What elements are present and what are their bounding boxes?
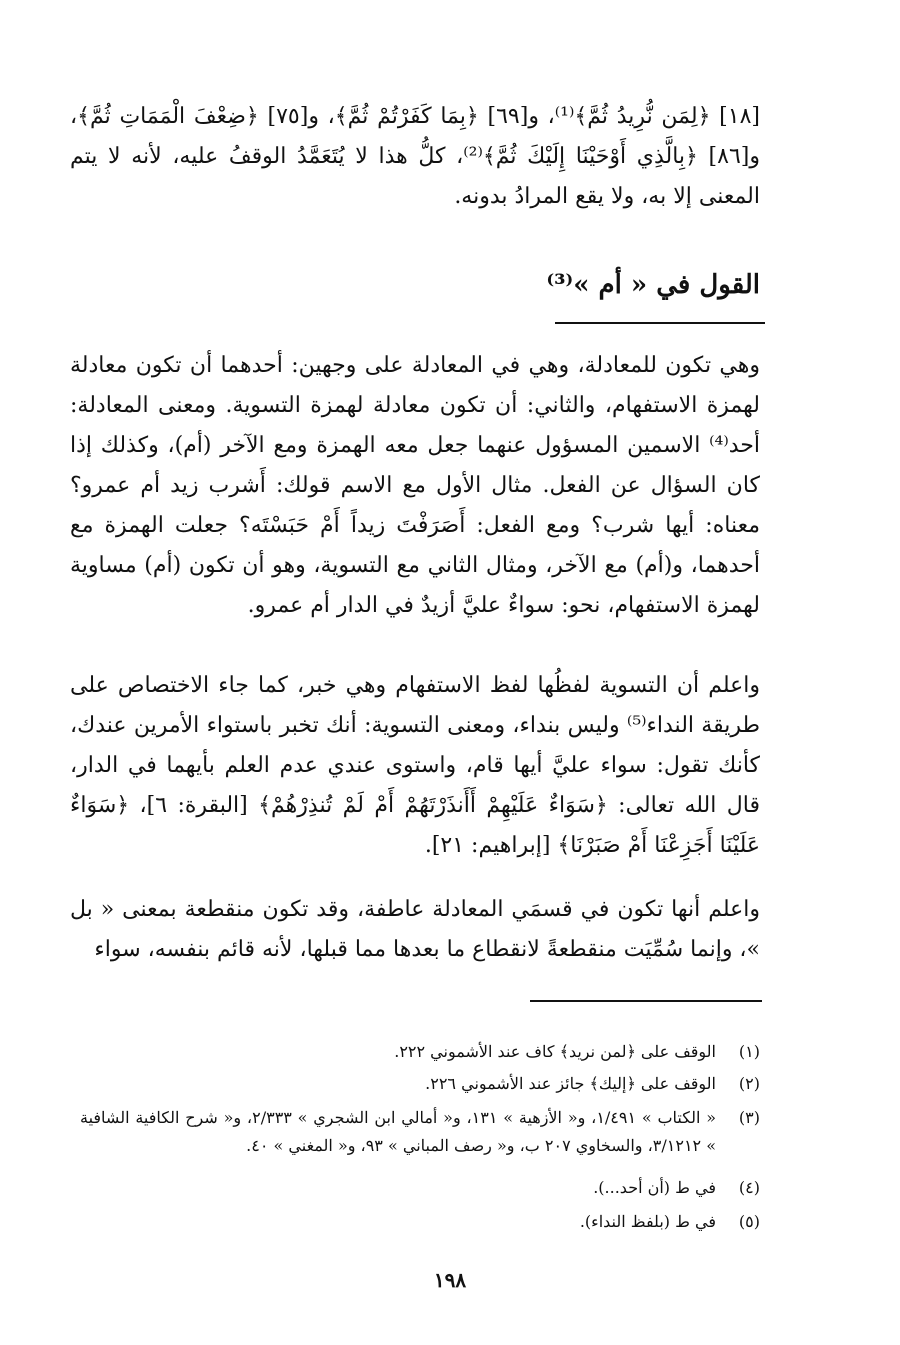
page-number: ١٩٨	[433, 1268, 467, 1292]
footnote	[80, 1174, 760, 1202]
body-paragraph: واعلم أن التسوية لفظُها لفظ الاستفهام وهي خبر، كما جاء الاختصاص على طريقة النداء⁽⁵⁾ وليس بنداء، ومعنى التسوية: أنك تخبر باستواء الأمرين عندك، كأنك تقول: سواء عليَّ أيها قام، واستوى عندي عدم العلم بأيهما في الدار، قال الله تعالى: ﴿سَوَاءٌ عَلَيْهِمْ أَأَنذَرْتَهُمْ أَمْ لَمْ تُنذِرْهُمْ﴾ [البقرة: ٦]، ﴿سَوَاءٌ عَلَيْنَا أَجَزِعْنَا أَمْ صَبَرْنَا﴾ [إبراهيم: ٢١].	[70, 673, 760, 858]
body-paragraph: وهي تكون للمعادلة، وهي في المعادلة على وجهين: أحدهما أن تكون معادلة لهمزة الاستفهام، والثاني: أن تكون معادلة لهمزة التسوية. ومعنى المعادلة: أحد⁽⁴⁾ الاسمين المسؤول عنهما جعل معه الهمزة ومع الآخر (أم)، وكذلك إذا كان السؤال عن الفعل. مثال الأول مع الاسم قولك: أَشرب زيد أم عمرو؟ معناه: أيها شرب؟ ومع الفعل: أَصَرَفْتَ زيداً أَمْ حَبَسْتَه؟ جعلت الهمزة مع أحدهما، و(أم) مع الآخر، ومثال الثاني مع التسوية، وهو أن تكون (أم) مساوية لهمزة الاستفهام، نحو: سواءٌ عليَّ أزيدٌ في الدار أم عمرو.	[70, 353, 760, 618]
footnote-number: (٥)	[738, 1212, 760, 1231]
footnote-text: في ط (بلفظ النداء).	[579, 1212, 716, 1231]
footnote-separator	[530, 1000, 762, 1002]
footnote	[80, 1038, 760, 1066]
footnote-text: « الكتاب » ١/٤٩١، و« الأزهية » ١٣١، و« أمالي ابن الشجري » ٢/٣٣٣، و« شرح الكافية الشافية » ٣/١٢١٢، والسخاوي ٢٠٧ ب، و« رصف المباني » ٩٣، و« المغني » ٤٠.	[80, 1108, 717, 1155]
footnote	[80, 1208, 760, 1236]
footnote-number: (٣)	[738, 1108, 760, 1127]
footnote-text: الوقف على ﴿إليك﴾ جائز عند الأشموني ٢٢٦.	[425, 1074, 716, 1093]
footnote-number: (٢)	[738, 1074, 760, 1093]
heading-underline	[555, 322, 765, 324]
body-paragraph: واعلم أنها تكون في قسمَي المعادلة عاطفة، وقد تكون منقطعة بمعنى « بل »، وإنما سُمِّيَت منقطعةً لانقطاع ما بعدها مما قبلها، لأنه قائم بنفسه، سواء	[70, 897, 760, 962]
footnote	[80, 1104, 760, 1160]
footnote-text: في ط (أن أحد...).	[593, 1178, 716, 1197]
section-heading: القول في « أم »⁽³⁾	[546, 270, 760, 300]
intro-paragraph: [١٨] ﴿لِمَن نُّرِيدُ ثُمَّ﴾⁽¹⁾، و[٦٩] ﴿بِمَا كَفَرْتُمْ ثُمَّ﴾، و[٧٥] ﴿ضِعْفَ الْمَمَاتِ ثُمَّ﴾، و[٨٦] ﴿بِالَّذِي أَوْحَيْنَا إِلَيْكَ ثُمَّ﴾⁽²⁾، كلُّ هذا لا يُتَعَمَّدُ الوقفُ عليه، لأنه لا يتم المعنى إلا به، ولا يقع المرادُ بدونه.	[70, 104, 760, 209]
footnote-number: (١)	[738, 1042, 760, 1061]
footnote-text: الوقف على ﴿لمن نريد﴾ كاف عند الأشموني ٢٢٢.	[394, 1042, 716, 1061]
footnote-number: (٤)	[738, 1178, 760, 1197]
footnote	[80, 1070, 760, 1098]
